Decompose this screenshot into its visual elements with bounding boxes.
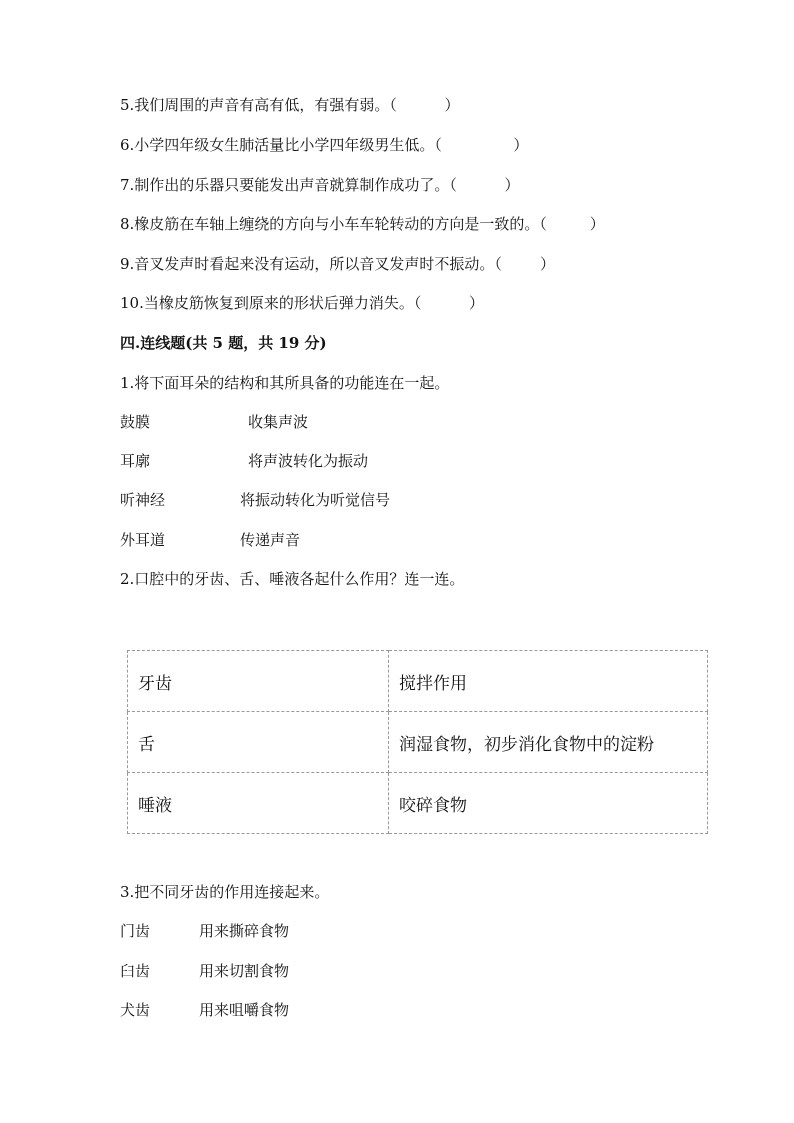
ear-function-2: 将声波转化为振动 xyxy=(248,452,369,470)
judgement-question-5: 5.我们周围的声音有高有低，有强有弱。（ ） xyxy=(120,96,460,114)
judgement-question-9: 9.音叉发声时看起来没有运动，所以音叉发声时不振动。（ ） xyxy=(120,255,555,273)
table-cell-part: 牙齿 xyxy=(128,651,389,712)
tooth-function-1: 用来撕碎食物 xyxy=(199,922,290,940)
table-cell-function: 润湿食物，初步消化食物中的淀粉 xyxy=(389,712,708,773)
ear-function-4: 传递声音 xyxy=(240,531,301,549)
tooth-function-3: 用来咀嚼食物 xyxy=(199,1001,290,1019)
table-row xyxy=(128,651,708,712)
question-2-prompt: 2.口腔中的牙齿、舌、唾液各起什么作用？连一连。 xyxy=(120,570,465,588)
table-cell-function: 搅拌作用 xyxy=(389,651,708,712)
table-cell-function: 咬碎食物 xyxy=(389,773,708,834)
section-title: 四.连线题(共 5 题，共 19 分) xyxy=(120,334,327,352)
tooth-type-molar: 臼齿 xyxy=(120,962,151,980)
ear-part-canal: 外耳道 xyxy=(120,531,166,549)
table-row xyxy=(128,773,708,834)
tooth-type-canine: 犬齿 xyxy=(120,1001,151,1019)
table-cell-part: 舌 xyxy=(128,712,389,773)
tooth-function-2: 用来切割食物 xyxy=(199,962,290,980)
ear-part-eardrum: 鼓膜 xyxy=(120,413,151,431)
question-1-prompt: 1.将下面耳朵的结构和其所具备的功能连在一起。 xyxy=(120,374,450,392)
tooth-type-incisor: 门齿 xyxy=(120,922,151,940)
judgement-question-8: 8.橡皮筋在车轴上缠绕的方向与小车车轮转动的方向是一致的。（ ） xyxy=(120,215,605,233)
judgement-question-7: 7.制作出的乐器只要能发出声音就算制作成功了。（ ） xyxy=(120,176,520,194)
mouth-matching-table xyxy=(127,650,708,834)
table-cell-part: 唾液 xyxy=(128,773,389,834)
judgement-question-6: 6.小学四年级女生肺活量比小学四年级男生低。（ ） xyxy=(120,136,529,154)
ear-part-nerve: 听神经 xyxy=(120,491,166,509)
ear-part-auricle: 耳廓 xyxy=(120,452,151,470)
ear-function-3: 将振动转化为听觉信号 xyxy=(240,491,391,509)
judgement-question-10: 10.当橡皮筋恢复到原来的形状后弹力消失。（ ） xyxy=(120,294,485,312)
table-row xyxy=(128,712,708,773)
question-3-prompt: 3.把不同牙齿的作用连接起来。 xyxy=(120,883,330,901)
ear-function-1: 收集声波 xyxy=(248,413,309,431)
